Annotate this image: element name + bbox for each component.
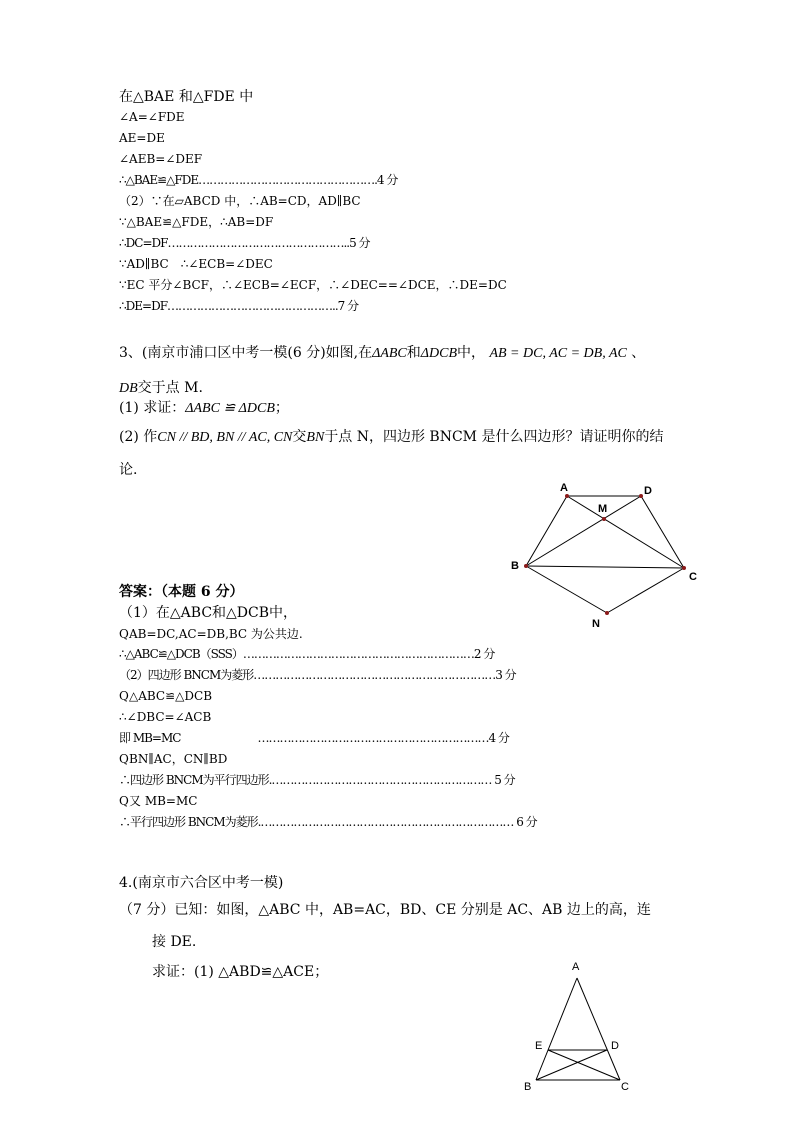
- label-n: N: [592, 618, 600, 630]
- label-d: D: [644, 485, 652, 497]
- segment-dc: [641, 496, 684, 568]
- q4-figure: [520, 956, 640, 1096]
- proof-line: 在△BAE 和△FDE 中: [119, 89, 254, 105]
- point-m: [602, 517, 606, 521]
- answer-line: ∴平行四边形 BNCM为菱形.…………………………………………………………… 6 分: [119, 815, 537, 829]
- proof-line: ∴△BAE≌△FDE………………………………………….4 分: [119, 173, 398, 187]
- q4-line-2: 接 DE.: [152, 934, 197, 950]
- label-b: B: [524, 1081, 532, 1093]
- answer-title: 答案：（本题 6 分）: [119, 584, 244, 600]
- label-a: A: [572, 961, 580, 973]
- q3-sub-1: (1) 求证：ΔABC ≌ ΔDCB；: [119, 400, 289, 416]
- point-n: [605, 611, 609, 615]
- proof-line: ∠AEB=∠DEF: [119, 152, 203, 166]
- proof-line: ∵EC 平分∠BCF，∴∠ECB=∠ECF，∴∠DEC==∠DCE，∴DE=DC: [119, 278, 507, 292]
- since-symbol: Q: [119, 627, 129, 641]
- segment-ab: [536, 978, 577, 1080]
- segment-cn: [607, 568, 684, 613]
- proof-line: ∴DC=DF…………………………………………..5 分: [119, 236, 370, 250]
- answer-line: QAB=DC,AC=DB,BC 为公共边.: [119, 627, 303, 641]
- label-c: C: [621, 1081, 629, 1093]
- segment-ac: [567, 496, 684, 568]
- q3-sub-2: (2) 作CN // BD, BN // AC, CN交BN于点 N，四边形 BNCM 是什么四边形？请证明你的结: [119, 429, 664, 445]
- answer-line: ∴△ABC≌△DCB（SSS）………………………………………………………2 分: [119, 647, 495, 661]
- answer-line: 即 MB=MC ………………………………………………………4 分: [119, 731, 509, 745]
- label-a: A: [560, 482, 568, 494]
- label-b: B: [511, 560, 519, 572]
- label-c: C: [689, 571, 697, 583]
- q4-title: 4.(南京市六合区中考一模): [119, 875, 284, 891]
- proof-line: ∴DE=DF………………………………………..7 分: [119, 299, 359, 313]
- proof-line: ∵AD∥BC ∴∠ECB=∠DEC: [119, 257, 273, 271]
- q4-line-1: （7 分）已知：如图，△ABC 中，AB=AC，BD、CE 分别是 AC、AB 边上的高，连: [119, 902, 651, 918]
- label-e: E: [535, 1040, 543, 1052]
- proof-line: ∠A=∠FDE: [119, 110, 185, 124]
- segment-bc: [526, 566, 684, 568]
- proof-line: AE=DE: [119, 131, 165, 145]
- point-a: [565, 494, 569, 498]
- segment-ab: [526, 496, 567, 566]
- answer-line: Q△ABC≌△DCB: [119, 689, 213, 703]
- q3-sub-2-tail: 论.: [119, 462, 138, 478]
- point-c: [682, 566, 686, 570]
- point-b: [524, 564, 528, 568]
- answer-line: Q又 MB=MC: [119, 794, 198, 808]
- q3-figure: [500, 476, 710, 632]
- label-d: D: [611, 1040, 619, 1052]
- proof-line: ∵△BAE≌△FDE，∴AB=DF: [119, 215, 274, 229]
- proof-line: （2）∵在▱ABCD 中，∴AB=CD，AD∥BC: [119, 194, 361, 208]
- since-symbol: Q: [119, 689, 129, 703]
- label-m: M: [598, 503, 608, 515]
- point-d: [639, 494, 643, 498]
- answer-line: （2）四边形 BNCM为菱形…………………………………………………………3 分: [119, 668, 516, 682]
- q3-line-2: DB交于点 M.: [119, 380, 203, 396]
- since-symbol: Q: [119, 794, 129, 808]
- q3-line-1: 3、(南京市浦口区中考一模(6 分)如图,在ΔABC和ΔDCB中， AB = DC, AC = DB, AC 、: [119, 345, 646, 361]
- answer-line: （1）在△ABC和△DCB中，: [119, 605, 298, 621]
- answer-line: QBN∥AC，CN∥BD: [119, 752, 228, 766]
- answer-line: ∴∠DBC=∠ACB: [119, 710, 212, 724]
- q4-line-3: 求证：(1) △ABD≌△ACE；: [152, 964, 329, 980]
- segment-bn: [526, 566, 607, 613]
- since-symbol: Q: [119, 752, 129, 766]
- answer-line: ∴四边形 BNCM为平行四边形.…………………………………………………… 5 分: [119, 773, 515, 787]
